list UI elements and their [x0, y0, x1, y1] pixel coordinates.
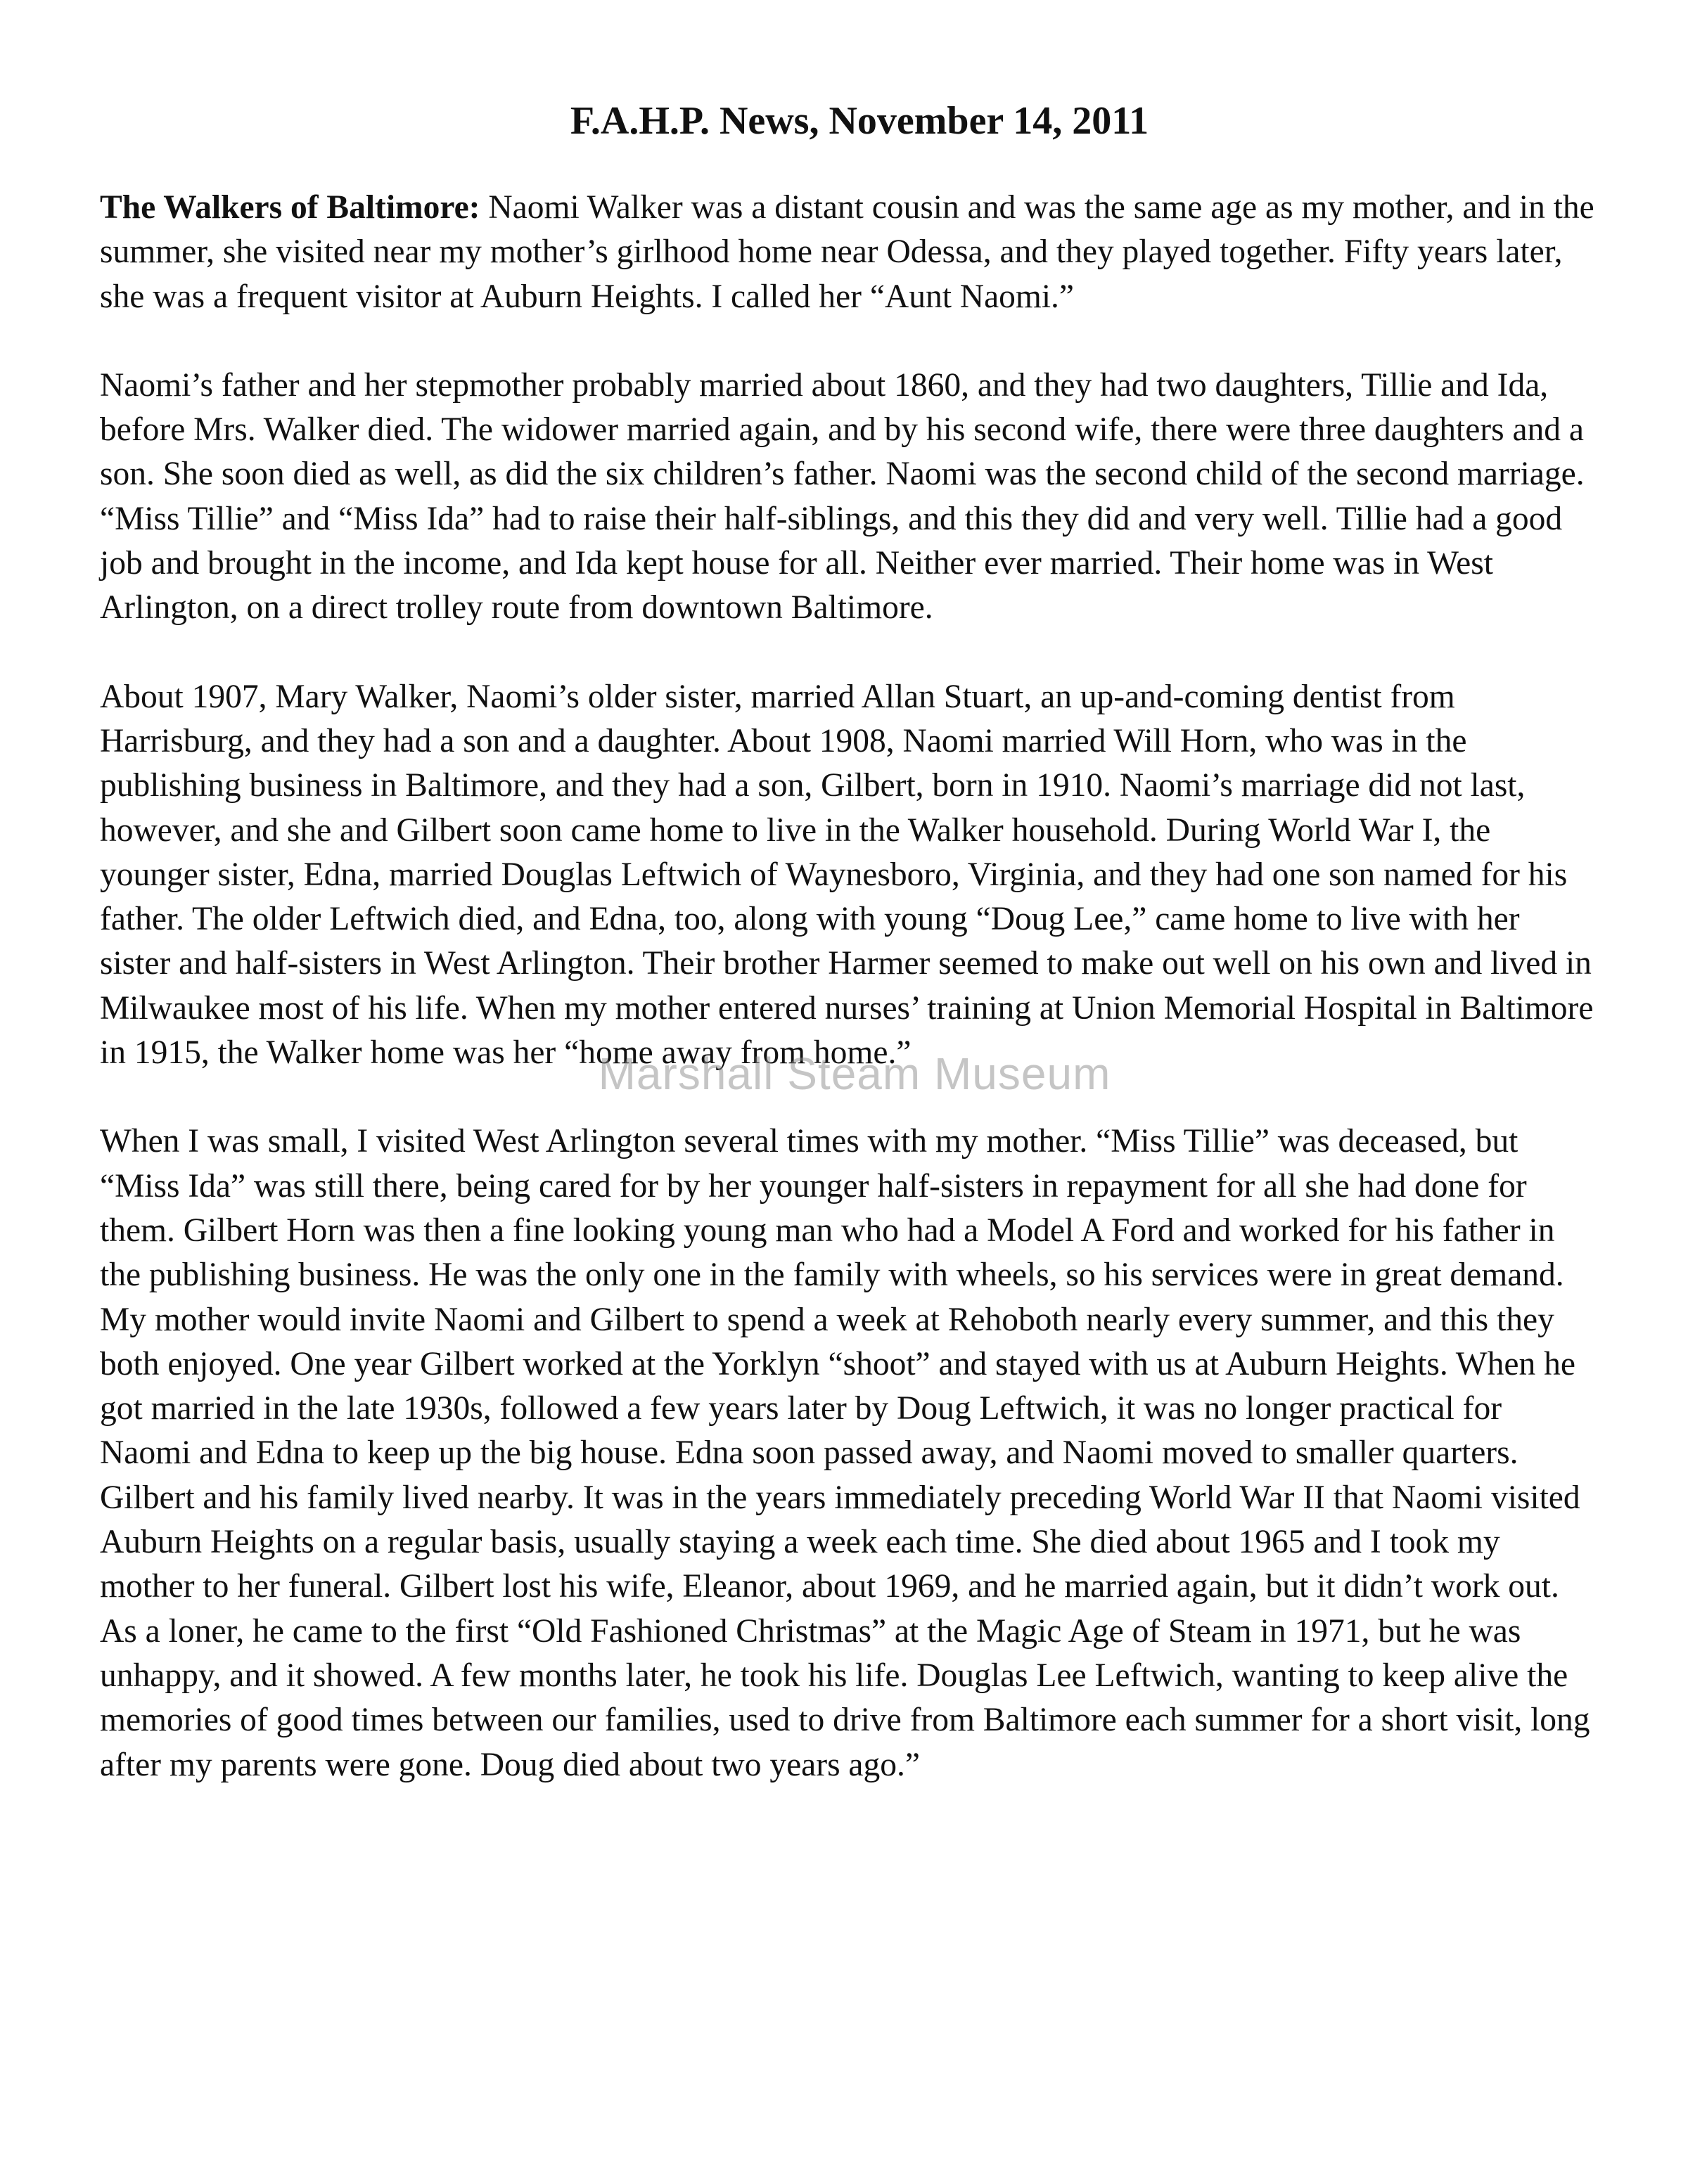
document-page	[100, 98, 1598, 1832]
paragraph-walkers-of-baltimore	[100, 186, 1598, 319]
paragraph-text: Naomi Walker was a distant cousin and was the same age as my mother, and in the summer, she visited near my mother’s girlhood home near Odessa, and they played together. Fifty years later, she was a frequent visitor at Auburn Heights. I called her “Aunt Naomi.”	[100, 189, 1594, 315]
paragraph-west-arlington-visits	[100, 1119, 1598, 1787]
paragraph-text: About 1907, Mary Walker, Naomi’s older sister, married Allan Stuart, an up-and-coming dentist from Harrisburg, and they had a son and a daughter. About 1908, Naomi married Will Horn, who was in the publishing business in Baltimore, and they had a son, Gilbert, born in 1910. Naomi’s marriage did not last, however, and she and Gilbert soon came home to live in the Walker household. During World War I, the younger sister, Edna, married Douglas Leftwich of Waynesboro, Virginia, and they had one son named for his father. The older Leftwich died, and Edna, too, along with young “Doug Lee,” came home to live with her sister and half-sisters in West Arlington. Their brother Harmer seemed to make out well on his own and lived in Milwaukee most of his life. When my mother entered nurses’ training at Union Memorial Hospital in Baltimore in 1915, the Walker home was her “home away from home.”	[100, 678, 1594, 1072]
watermark: Marshall Steam Museum	[598, 1048, 1111, 1099]
paragraph-family-history	[100, 364, 1598, 631]
paragraph-text: When I was small, I visited West Arlington several times with my mother. “Miss Tillie” was deceased, but “Miss Ida” was still there, being cared for by her younger half-sisters in repayment for all she had done for them. Gilbert Horn was then a fine looking young man who had a Model A Ford and worked for his father in the publishing business. He was the only one in the family with wheels, so his services were in great demand. My mother would invite Naomi and Gilbert to spend a week at Rehoboth nearly every summer, and this they both enjoyed. One year Gilbert worked at the Yorklyn “shoot” and stayed with us at Auburn Heights. When he got married in the late 1930s, followed a few years later by Doug Leftwich, it was no longer practical for Naomi and Edna to keep up the big house. Edna soon passed away, and Naomi moved to smaller quarters. Gilbert and his family lived nearby. It was in the years immediately preceding World War II that Naomi visited Auburn Heights on a regular basis, usually staying a week each time. She died about 1965 and I took my mother to her funeral. Gilbert lost his wife, Eleanor, about 1969, and he married again, but it didn’t work out. As a loner, he came to the first “Old Fashioned Christmas” at the Magic Age of Steam in 1971, but he was unhappy, and it showed. A few months later, he took his life. Douglas Lee Leftwich, wanting to keep alive the memories of good times between our families, used to drive from Baltimore each summer for a short visit, long after my parents were gone. Doug died about two years ago.”	[100, 1123, 1590, 1783]
paragraph-text: Naomi’s father and her stepmother probably married about 1860, and they had two daughters, Tillie and Ida, before Mrs. Walker died. The widower married again, and by his second wife, there were three daughters and a son. She soon died as well, as did the six children’s father. Naomi was the second child of the second marriage. “Miss Tillie” and “Miss Ida” had to raise their half-siblings, and this they did and very well. Tillie had a good job and brought in the income, and Ida kept house for all. Neither ever married. Their home was in West Arlington, on a direct trolley route from downtown Baltimore.	[100, 366, 1585, 627]
section-heading: The Walkers of Baltimore:	[100, 189, 480, 226]
document-title: F.A.H.P. News, November 14, 2011	[570, 99, 1149, 143]
paragraph-marriages	[100, 675, 1598, 1076]
